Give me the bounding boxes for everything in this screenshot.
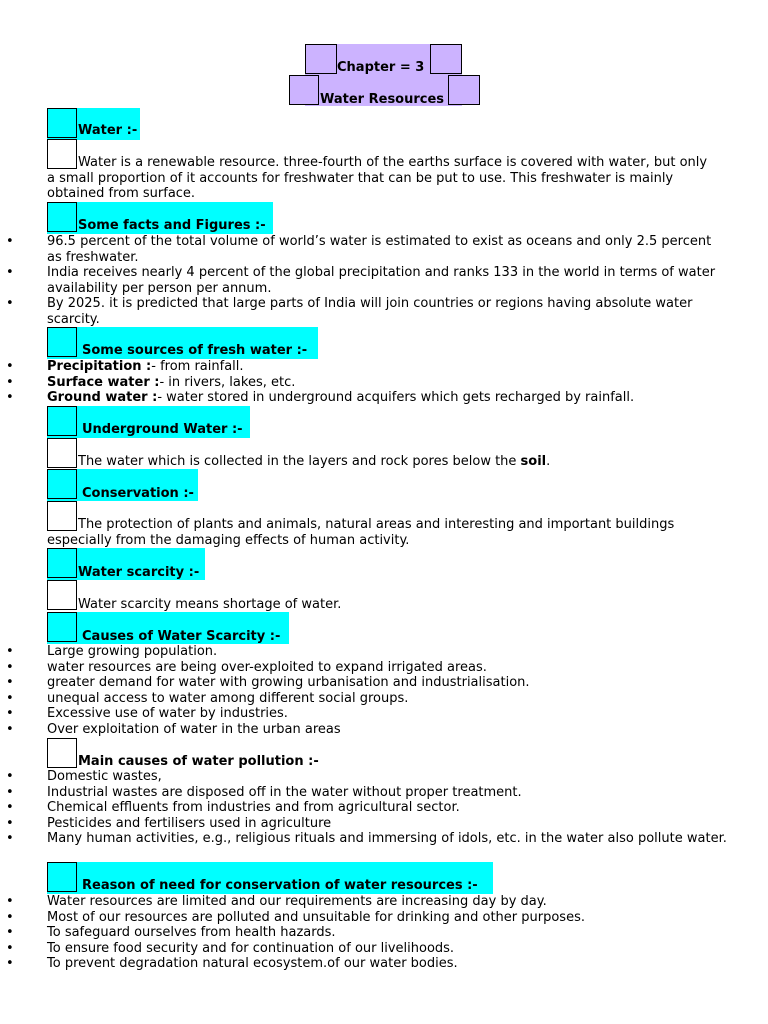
list-item: • Excessive use of water by industries. [47, 706, 727, 722]
list-item: • To ensure food security and for continuation of our livelihoods. [47, 941, 727, 957]
list-item: • India receives nearly 4 percent of the global precipitation and ranks 133 in the world in terms of water availability per person per annum. [47, 265, 727, 296]
list-item [47, 359, 727, 375]
conservation-paragraph: The protection of plants and animals, natural areas and interesting and important buildings especially from the damaging effects of human activity. [47, 517, 675, 548]
scarcity-paragraph: Water scarcity means shortage of water. [78, 597, 342, 612]
heading-marker-box [47, 612, 77, 642]
paragraph-marker-box [47, 580, 77, 610]
section-heading-water: Water :- [78, 123, 138, 138]
causes-list [47, 644, 727, 738]
section-heading-sources: Some sources of fresh water :- [82, 343, 308, 358]
list-item: • To safeguard ourselves from health hazards. [47, 925, 727, 941]
heading-marker-box [47, 738, 77, 768]
heading-marker-box [47, 108, 77, 138]
list-item: • Large growing population. [47, 644, 727, 660]
section-heading-scarcity: Water scarcity :- [78, 565, 200, 580]
title-decor-box [448, 75, 480, 105]
title-decor-box [430, 44, 462, 74]
heading-marker-box [47, 469, 77, 499]
list-text: - water stored in underground acquifers which gets recharged by rainfall. [157, 390, 635, 406]
list-item: • Chemical effluents from industries and from agricultural sector. [47, 800, 727, 816]
list-text: - in rivers, lakes, etc. [159, 374, 296, 390]
list-text: - from rainfall. [151, 359, 244, 374]
water-paragraph: Water is a renewable resource. three-fourth of the earths surface is covered with water, but only a small proportion of it accounts for freshwater that can be put to use. This freshwater is mainly obtained from surface. [47, 155, 708, 201]
facts-list [47, 234, 727, 328]
pollution-list [47, 769, 727, 847]
list-term: Surface water : [47, 374, 160, 390]
section-heading-pollution: Main causes of water pollution :- [78, 754, 319, 769]
heading-marker-box [47, 548, 77, 578]
paragraph-text: The water which is collected in the layers and rock pores below the [78, 454, 521, 469]
heading-marker-box [47, 406, 77, 436]
chapter-title: Water Resources [320, 92, 445, 107]
list-item: • Many human activities, e.g., religious rituals and immersing of idols, etc. in the water also pollute water. [47, 831, 727, 847]
list-item: • Industrial wastes are disposed off in the water without proper treatment. [47, 785, 727, 801]
list-item: • Most of our resources are polluted and unsuitable for drinking and other purposes. [47, 910, 727, 926]
list-item: • Domestic wastes, [47, 769, 727, 785]
list-item: • 96.5 percent of the total volume of world’s water is estimated to exist as oceans and only 2.5 percent as freshwater. [47, 234, 727, 265]
list-item: • To prevent degradation natural ecosystem.of our water bodies. [47, 956, 727, 972]
list-item: • unequal access to water among different social groups. [47, 691, 727, 707]
list-item [47, 375, 727, 391]
paragraph-marker-box [47, 438, 77, 468]
heading-marker-box [47, 327, 77, 357]
paragraph-bold: soil [520, 454, 547, 469]
underground-paragraph [78, 454, 738, 470]
section-heading-underground: Underground Water :- [82, 422, 243, 437]
list-item: • By 2025. it is predicted that large parts of India will join countries or regions having absolute water scarcity. [47, 296, 727, 327]
paragraph-text: . [546, 454, 551, 469]
list-item: • greater demand for water with growing urbanisation and industrialisation. [47, 675, 727, 691]
list-term: Precipitation : [47, 359, 152, 374]
heading-marker-box [47, 202, 77, 232]
section-heading-conservation: Conservation :- [82, 486, 194, 501]
list-item: • Over exploitation of water in the urban areas [47, 722, 727, 738]
sources-list [47, 359, 727, 406]
list-item [47, 390, 727, 406]
heading-marker-box [47, 862, 77, 892]
list-item: • water resources are being over-exploited to expand irrigated areas. [47, 660, 727, 676]
section-heading-need: Reason of need for conservation of water resources :- [82, 878, 478, 893]
title-decor-box [305, 44, 337, 74]
list-item: • Pesticides and fertilisers used in agriculture [47, 816, 727, 832]
list-item: • Water resources are limited and our requirements are increasing day by day. [47, 894, 727, 910]
list-term: Ground water : [47, 390, 158, 406]
section-heading-causes: Causes of Water Scarcity :- [82, 629, 281, 644]
title-decor-box [289, 75, 319, 105]
need-list [47, 894, 727, 972]
chapter-number: Chapter = 3 [337, 60, 425, 75]
section-heading-facts: Some facts and Figures :- [78, 218, 266, 233]
